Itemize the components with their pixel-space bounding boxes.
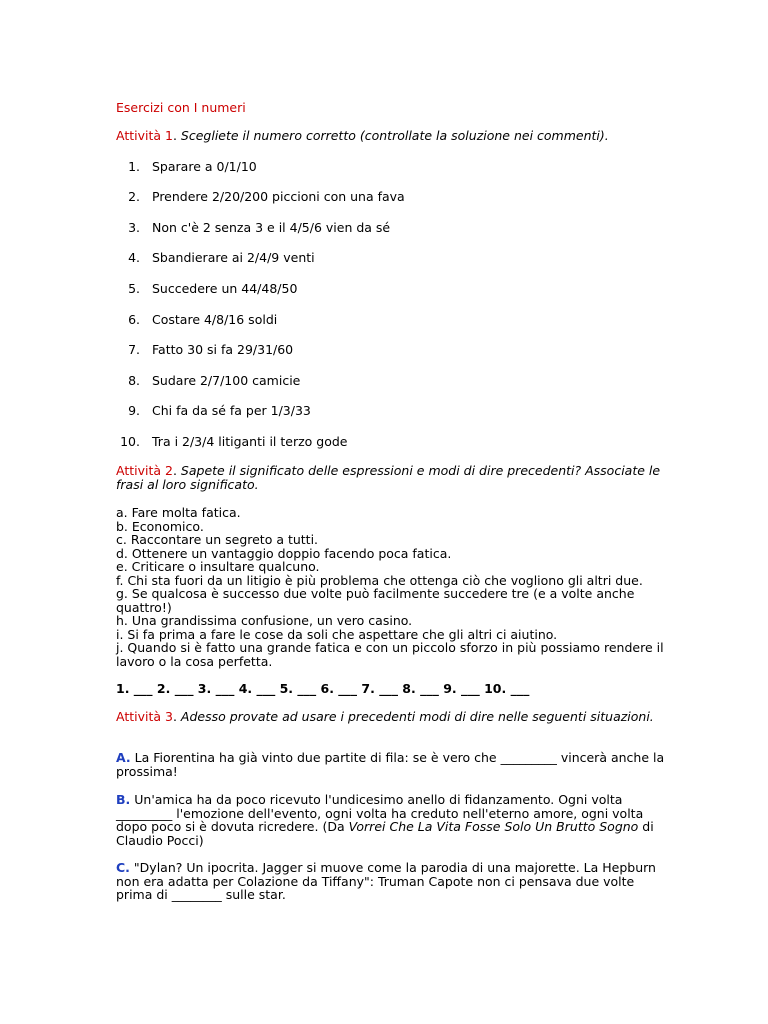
activity1-instruction: Scegliete il numero corretto (controllate la soluzione nei commenti).	[180, 128, 609, 143]
situation-b-label: B.	[116, 792, 131, 807]
list-item: e. Criticare o insultare qualcuno.	[116, 559, 320, 574]
activity2-instruction: Sapete il significato delle espressioni e modi di dire precedenti? Associate le frasi al loro significato.	[116, 463, 661, 492]
activity3-heading: Attività 3. Adesso provate ad usare i precedenti modi di dire nelle seguenti situazioni.	[116, 709, 654, 724]
list-item: 10. Tra i 2/3/4 litiganti il terzo gode	[120, 434, 348, 449]
situation-b	[116, 793, 668, 847]
situation-c	[116, 861, 668, 902]
list-item: 7. Fatto 30 si fa 29/31/60	[128, 342, 294, 357]
list-item: 2. Prendere 2/20/200 piccioni con una fava	[128, 189, 405, 204]
list-item: h. Una grandissima confusione, un vero casino.	[116, 613, 413, 628]
activity1-label: Attività 1	[116, 128, 173, 143]
list-item: a. Fare molta fatica.	[116, 505, 241, 520]
situation-c-text: "Dylan? Un ipocrita. Jagger si muove come la parodia di una majorette. La Hepburn non era adatta per Colazione da Tiffany": Truman Capote non ci pensava due volte prima di ________ sulle star.	[116, 860, 656, 902]
situation-a-text: La Fiorentina ha già vinto due partite di fila: se è vero che _________ vincerà anche la prossima!	[116, 750, 665, 779]
list-item: 3. Non c'è 2 senza 3 e il 4/5/6 vien da sé	[128, 220, 391, 235]
list-item: i. Si fa prima a fare le cose da soli che aspettare che gli altri ci aiutino.	[116, 626, 558, 642]
activity2-heading: Attività 2. Sapete il significato delle espressioni e modi di dire precedenti? Associate le frasi al loro significato.	[116, 463, 661, 492]
list-item: c. Raccontare un segreto a tutti.	[116, 532, 319, 547]
situation-b-text: Un'amica ha da poco ricevuto l'undicesimo anello di fidanzamento. Ogni volta _________ l'emozione dell'evento, ogni volta ha creduto nell'eterno amore, ogni volta dopo poco si è dovuta ricredere. (Da	[116, 792, 644, 834]
activity3-instruction: Adesso provate ad usare i precedenti modi di dire nelle seguenti situazioni.	[180, 709, 654, 724]
situation-a	[116, 751, 668, 778]
situation-b-book-title: Vorrei Che La Vita Fosse Solo Un Brutto Sogno	[348, 819, 639, 834]
situation-b-text-end: di Claudio Pocci)	[116, 819, 654, 848]
answer-line: 1. ___ 2. ___ 3. ___ 4. ___ 5. ___ 6. ___ 7. ___ 8. ___ 9. ___ 10. ___	[116, 681, 530, 696]
list-item: b. Economico.	[116, 518, 204, 534]
situation-c-label: C.	[116, 860, 130, 875]
list-item: 1. Sparare a 0/1/10	[128, 159, 257, 174]
list-item: g. Se qualcosa è successo due volte può facilmente succedere tre (e a volte anche quattro!)	[116, 586, 635, 615]
activity3-label: Attività 3	[116, 709, 173, 724]
list-item: f. Chi sta fuori da un litigio è più problema che ottenga ciò che vogliono gli altri due.	[116, 572, 643, 588]
page-title: Esercizi con I numeri	[116, 100, 246, 115]
list-item: 5. Succedere un 44/48/50	[128, 281, 298, 296]
activity2-label: Attività 2	[116, 463, 173, 478]
situation-a-label: A.	[116, 750, 131, 765]
list-item: 9. Chi fa da sé fa per 1/3/33	[128, 403, 311, 418]
list-item: 6. Costare 4/8/16 soldi	[128, 312, 278, 327]
activity2-meanings	[116, 506, 668, 668]
activity1-heading: Attività 1. Scegliete il numero corretto (controllate la soluzione nei commenti).	[116, 128, 609, 143]
list-item: 4. Sbandierare ai 2/4/9 venti	[128, 250, 315, 265]
list-item: 8. Sudare 2/7/100 camicie	[128, 373, 301, 388]
list-item: d. Ottenere un vantaggio doppio facendo poca fatica.	[116, 545, 452, 561]
list-item: j. Quando si è fatto una grande fatica e con un piccolo sforzo in più possiamo rendere il lavoro o la cosa perfetta.	[116, 640, 664, 669]
